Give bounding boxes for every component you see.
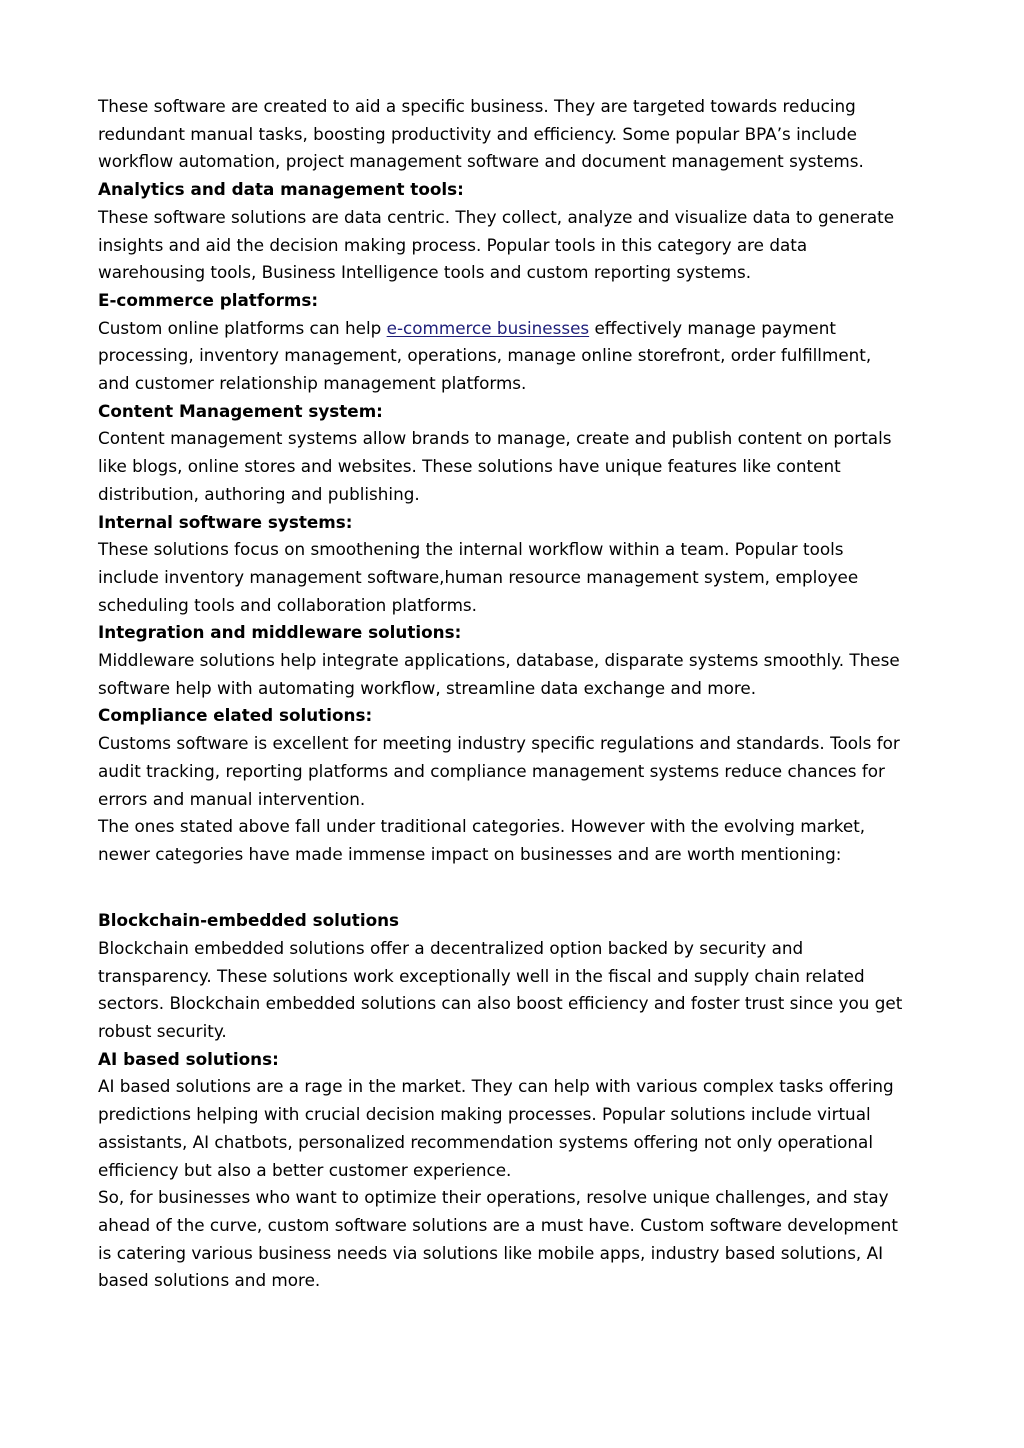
compliance-line: newer categories have made immense impact on businesses and are worth mentioning:: [98, 843, 842, 864]
paragraph-gap: [98, 869, 934, 908]
blockchain-line: sectors. Blockchain embedded solutions can also boost efficiency and foster trust since you get: [98, 993, 903, 1014]
ai-heading: AI based solutions:: [98, 1048, 279, 1069]
ecommerce-line: and customer relationship management platforms.: [98, 373, 527, 394]
cms-heading: Content Management system:: [98, 400, 383, 421]
compliance-line: The ones stated above fall under traditional categories. However with the evolving market,: [98, 816, 866, 837]
cms-line: like blogs, online stores and websites. These solutions have unique features like content: [98, 456, 841, 477]
ai-line: based solutions and more.: [98, 1270, 321, 1291]
internal-heading: Internal software systems:: [98, 511, 353, 532]
blockchain-line: robust security.: [98, 1021, 227, 1041]
ecommerce-line-end: effectively manage payment: [589, 317, 836, 338]
document-page: [98, 93, 934, 1295]
compliance-line: audit tracking, reporting platforms and compliance management systems reduce chances for: [98, 760, 885, 781]
ai-line: AI based solutions are a rage in the market. They can help with various complex tasks offering: [98, 1076, 894, 1097]
integration-line: software help with automating workflow, streamline data exchange and more.: [98, 677, 757, 698]
ai-line: is catering various business needs via solutions like mobile apps, industry based solutions, AI: [98, 1242, 884, 1263]
compliance-line: Customs software is excellent for meeting industry specific regulations and standards. Tools for: [98, 733, 900, 754]
ecommerce-businesses-link[interactable]: e-commerce businesses: [386, 317, 590, 338]
analytics-line: warehousing tools, Business Intelligence tools and custom reporting systems.: [98, 262, 752, 283]
cms-line: Content management systems allow brands to manage, create and publish content on portals: [98, 428, 892, 449]
blockchain-line: transparency. These solutions work exceptionally well in the fiscal and supply chain related: [98, 965, 865, 986]
intro-line: redundant manual tasks, boosting productivity and efficiency. Some popular BPA’s include: [98, 123, 857, 144]
compliance-heading: Compliance elated solutions:: [98, 705, 373, 726]
cms-line: distribution, authoring and publishing.: [98, 483, 420, 504]
ai-line: So, for businesses who want to optimize their operations, resolve unique challenges, and stay: [98, 1187, 889, 1208]
internal-line: scheduling tools and collaboration platforms.: [98, 594, 477, 615]
ecommerce-heading: E-commerce platforms:: [98, 289, 319, 310]
ecommerce-line: processing, inventory management, operations, manage online storefront, order fulfillment,: [98, 345, 872, 366]
ecommerce-line-start: Custom online platforms can help: [98, 317, 387, 338]
ai-line: assistants, AI chatbots, personalized recommendation systems offering not only operational: [98, 1131, 873, 1152]
analytics-line: insights and aid the decision making process. Popular tools in this category are data: [98, 234, 808, 255]
ai-line: efficiency but also a better customer experience.: [98, 1159, 512, 1180]
blockchain-line: Blockchain embedded solutions offer a decentralized option backed by security and: [98, 937, 804, 958]
analytics-line: These software solutions are data centric. They collect, analyze and visualize data to generate: [98, 206, 895, 227]
internal-line: include inventory management software,human resource management system, employee: [98, 566, 859, 587]
integration-line: Middleware solutions help integrate applications, database, disparate systems smoothly. These: [98, 650, 900, 671]
intro-line: These software are created to aid a specific business. They are targeted towards reducing: [98, 96, 856, 116]
ai-line: ahead of the curve, custom software solutions are a must have. Custom software development: [98, 1214, 898, 1235]
blockchain-heading: Blockchain-embedded solutions: [98, 910, 400, 931]
ecommerce-line: [98, 315, 934, 343]
intro-line: workflow automation, project management software and document management systems.: [98, 151, 864, 172]
internal-line: These solutions focus on smoothening the internal workflow within a team. Popular tools: [98, 539, 844, 560]
compliance-line: errors and manual intervention.: [98, 788, 366, 809]
ai-line: predictions helping with crucial decision making processes. Popular solutions include virtual: [98, 1104, 871, 1125]
integration-heading: Integration and middleware solutions:: [98, 622, 462, 643]
analytics-heading: Analytics and data management tools:: [98, 179, 464, 200]
